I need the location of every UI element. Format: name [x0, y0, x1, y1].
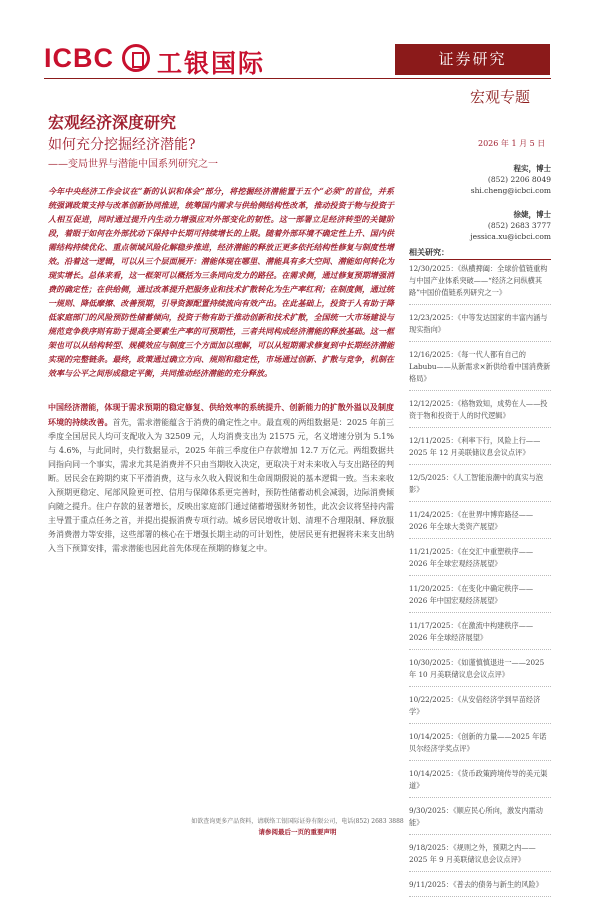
- header-divider: [44, 78, 551, 79]
- related-item-title: 《如谨慎慎退进一——2025 年 10 月美联储议息会议点评》: [409, 658, 545, 679]
- analyst-name: 徐婕，博士: [513, 210, 551, 219]
- related-item-title: 《在变化中确定秩序——2026 年中国宏观经济展望》: [409, 584, 534, 605]
- executive-summary: 今年中央经济工作会议在“新的认识和体会”部分，将挖掘经济潜能置于五个“必须”的首位，并系统强调政策支持与改革创新协同推进，统筹国内需求与供给侧结构性改革，推动投资于物与投资于人相互促进，同时通过提升内生动力增强应对外部变化的韧性。这一部署立足经济转型的关键阶段，着眼于如何在外部扰动下保持中长期可持续增长的上限。随着外部环境不确定性上升、国内供需结构持续优化、重点领域风险化解稳步推进，经济潜能的释放正更多依托结构性修复与制度性增效。沿着这一逻辑，可以从三个层面展开：潜能体现在哪里、潜能具有多大空间、潜能如何转化为现实增长。总体来看，这一框架可以概括为三条同向发力的路径。在需求侧，通过修复预期增强消费的确定性；在供给侧，通过改革提升把服务业和技术扩散转化为生产率红利；在制度侧，通过统一规则、降低摩擦、改善预期，引导资源配置持续流向有效产出。在此基础上，投资于人有助于降低家庭部门的风险预防性储蓄倾向，投资于物有助于推动创新和技术扩散，全国统一大市场建设与规范竞争秩序则有助于提高全要素生产率的可预期性，三者共同构成经济潜能的释放基础。这一框架也可以从结构转型、规模效应与制度三个方面加以理解，可以从短期需求修复到中长期经济潜能实现的完整链条。最终，政策通过确立方向、规则和稳定性，市场通过创新、扩散与竞争，机制在效率与公平之间形成稳定平衡，共同推动经济潜能的充分释放。: [48, 186, 394, 378]
- body-paragraph: [48, 400, 394, 556]
- related-item[interactable]: 12/16/2025：《每一代人都有自己的Labubu——从新需求×新供给看中国消费新格局》: [409, 349, 551, 391]
- related-item[interactable]: 12/5/2025：《人工智能浪潮中的真实与泡影》: [409, 472, 551, 502]
- logo-icbc: ICBC: [44, 43, 114, 73]
- report-category: 宏观专题: [470, 88, 531, 106]
- related-item-date: 12/23/2025: [409, 313, 451, 322]
- related-item-title: 《人工智能浪潮中的真实与泡影》: [409, 473, 543, 494]
- related-item-date: 9/18/2025: [409, 843, 446, 852]
- related-item-date: 11/20/2025: [409, 584, 451, 593]
- related-item-title: 《在世界中博弈路径——2026 年全球大类资产展望》: [409, 510, 534, 531]
- related-item-title: 《规则之外，预期之内——2025 年 9 月美联储议息会议点评》: [409, 843, 536, 864]
- analyst-email[interactable]: shi.cheng@icbci.com: [470, 186, 551, 195]
- related-item-title: 《在交汇中重塑秩序——2026 年全球宏观经济展望》: [409, 547, 534, 568]
- body-text: 首先，需求潜能蕴含于消费的确定性之中。最直观的两组数据是：2025 年前三季度全国居民人均可支配收入为 32509 元，人均消费支出为 21575 元，名义增速分别为 5.1%与 4.6%，与此同时，央行数据显示，2025 年前三季度住户存款增加 12.7 万亿元。两组数据共同指向同一个事实，需求尤其是消费并不只由当期收入决定，更取决于对未来收入与支出路径的判断。居民会在跨期约束下平滑消费，这与永久收入假说和生命周期假说的基本逻辑一致。当未来收入预期更稳定、尾部风险更可控、信用与保障体系更完善时，预防性储蓄动机会减弱，边际消费倾向随之提升。住户存款的显著增长，反映出家庭部门通过储蓄增强财务韧性，此次会议将坚持内需主导置于重点任务之首，并提出提振消费专项行动。城乡居民增收计划、清理不合理限制、释放服务消费潜力等安排，这些部署的核心在于增强长期主动的可计划性，使居民更有把握将未来支出纳入当下预算安排，需求潜能也因此首先体现在预期的修复之中。: [48, 418, 394, 553]
- section-banner: 证券研究: [395, 44, 550, 75]
- report-date: 2026 年 1 月 5 日: [478, 139, 546, 148]
- related-item[interactable]: 9/30/2025：《顺应民心所向，激发内需动能》: [409, 805, 551, 835]
- related-item-date: 10/22/2025: [409, 695, 451, 704]
- related-item[interactable]: 12/12/2025：《格物致知，成势在人——投资于物和投资于人的时代逻辑》: [409, 398, 551, 428]
- related-item-date: 9/11/2025: [409, 880, 446, 889]
- analyst-block: [471, 163, 551, 196]
- related-item-title: 《从安倍经济学到早苗经济学》: [409, 695, 541, 716]
- related-item-title: 《货币政策跨境传导的美元渠道》: [409, 769, 548, 790]
- related-item-date: 11/21/2025: [409, 547, 451, 556]
- report-subtitle: 如何充分挖掘经济潜能?: [48, 137, 196, 153]
- related-list: [409, 263, 551, 904]
- related-item-date: 11/17/2025: [409, 621, 451, 630]
- related-item-date: 12/16/2025: [409, 350, 451, 359]
- body-lead: 中国经济潜能，体现于需求预期的稳定修复、供给效率的系统提升、创新能力的扩散外溢以及制度环境的持续改善。: [48, 402, 394, 427]
- related-item-date: 9/30/2025: [409, 806, 446, 815]
- related-item-date: 12/11/2025: [409, 436, 451, 445]
- analyst-email[interactable]: jessica.xu@icbci.com: [470, 232, 551, 241]
- related-divider: [409, 259, 551, 260]
- related-item-title: 《普去的债务与新生的风险》: [453, 880, 543, 889]
- logo-chinese: 工银国际: [157, 49, 266, 78]
- related-item[interactable]: 10/22/2025：《从安倍经济学到早苗经济学》: [409, 694, 551, 724]
- related-item[interactable]: 11/21/2025：《在交汇中重塑秩序——2026 年全球宏观经济展望》: [409, 546, 551, 576]
- related-item-date: 11/24/2025: [409, 510, 451, 519]
- related-item[interactable]: 9/11/2025：《普去的债务与新生的风险》: [409, 879, 551, 897]
- related-item[interactable]: 12/11/2025：《利率下行，风险上行——2025 年 12 月美联储议息会议点评》: [409, 435, 551, 465]
- related-item[interactable]: 10/14/2025：《货币政策跨境传导的美元渠道》: [409, 768, 551, 798]
- related-item[interactable]: 10/30/2025：《如谨慎慎退进一——2025 年 10 月美联储议息会议点评》: [409, 657, 551, 687]
- related-item[interactable]: 11/24/2025：《在世界中博弈路径——2026 年全球大类资产展望》: [409, 509, 551, 539]
- related-item-date: 10/30/2025: [409, 658, 451, 667]
- report-title: 宏观经济深度研究: [48, 113, 177, 132]
- icbc-emblem-icon: [122, 44, 150, 72]
- related-item-title: 《纵横捭阖：全球价值链重构与中国产业体系突破——“经济之问纵横其路”中国价值链系列研究之一》: [409, 264, 548, 297]
- related-item-title: 《创新的力量——2025 年诺贝尔经济学奖点评》: [409, 732, 547, 753]
- related-item[interactable]: 11/17/2025：《在激流中构建秩序——2026 年全球经济展望》: [409, 620, 551, 650]
- related-item-title: 《每一代人都有自己的Labubu——从新需求×新供给看中国消费新格局》: [409, 350, 551, 383]
- related-item-date: 12/5/2025: [409, 473, 446, 482]
- related-item-title: 《利率下行，风险上行——2025 年 12 月美联储议息会议点评》: [409, 436, 541, 457]
- analyst-phone: (852) 2683 3777: [487, 221, 551, 230]
- related-item[interactable]: 10/14/2025：《创新的力量——2025 年诺贝尔经济学奖点评》: [409, 731, 551, 761]
- related-heading: 相关研究：: [409, 247, 449, 257]
- analyst-phone: (852) 2206 8049: [487, 175, 551, 184]
- related-item[interactable]: 11/20/2025：《在变化中确定秩序——2026 年中国宏观经济展望》: [409, 583, 551, 613]
- analyst-name: 程实，博士: [513, 164, 551, 173]
- footer-disclaimer[interactable]: 请参阅最后一页的重要声明: [258, 828, 337, 836]
- related-item[interactable]: 12/23/2025：《中等发达国家的丰富内涵与现实指向》: [409, 312, 551, 342]
- related-item-date: 12/12/2025: [409, 399, 451, 408]
- report-series: ——变局世界与潜能中国系列研究之一: [48, 159, 218, 170]
- related-item-date: 12/30/2025: [409, 264, 451, 273]
- related-item-title: 《在激流中构建秩序——2026 年全球经济展望》: [409, 621, 534, 642]
- related-item-title: 《格物致知，成势在人——投资于物和投资于人的时代逻辑》: [409, 399, 548, 420]
- footer-contact: 如欲查询更多产品资料，请联络工银国际证券有限公司，电话(852) 2683 3888: [191, 818, 404, 825]
- related-item-title: 《中等发达国家的丰富内涵与现实指向》: [409, 313, 548, 334]
- analyst-block: [470, 209, 551, 242]
- related-item[interactable]: 9/18/2025：《规则之外，预期之内——2025 年 9 月美联储议息会议点评》: [409, 842, 551, 872]
- related-item[interactable]: 12/30/2025：《纵横捭阖：全球价值链重构与中国产业体系突破——“经济之问纵横其路”中国价值链系列研究之一》: [409, 263, 551, 305]
- related-item-date: 10/14/2025: [409, 732, 451, 741]
- related-item-title: 《顺应民心所向，激发内需动能》: [409, 806, 543, 827]
- related-item-date: 10/14/2025: [409, 769, 451, 778]
